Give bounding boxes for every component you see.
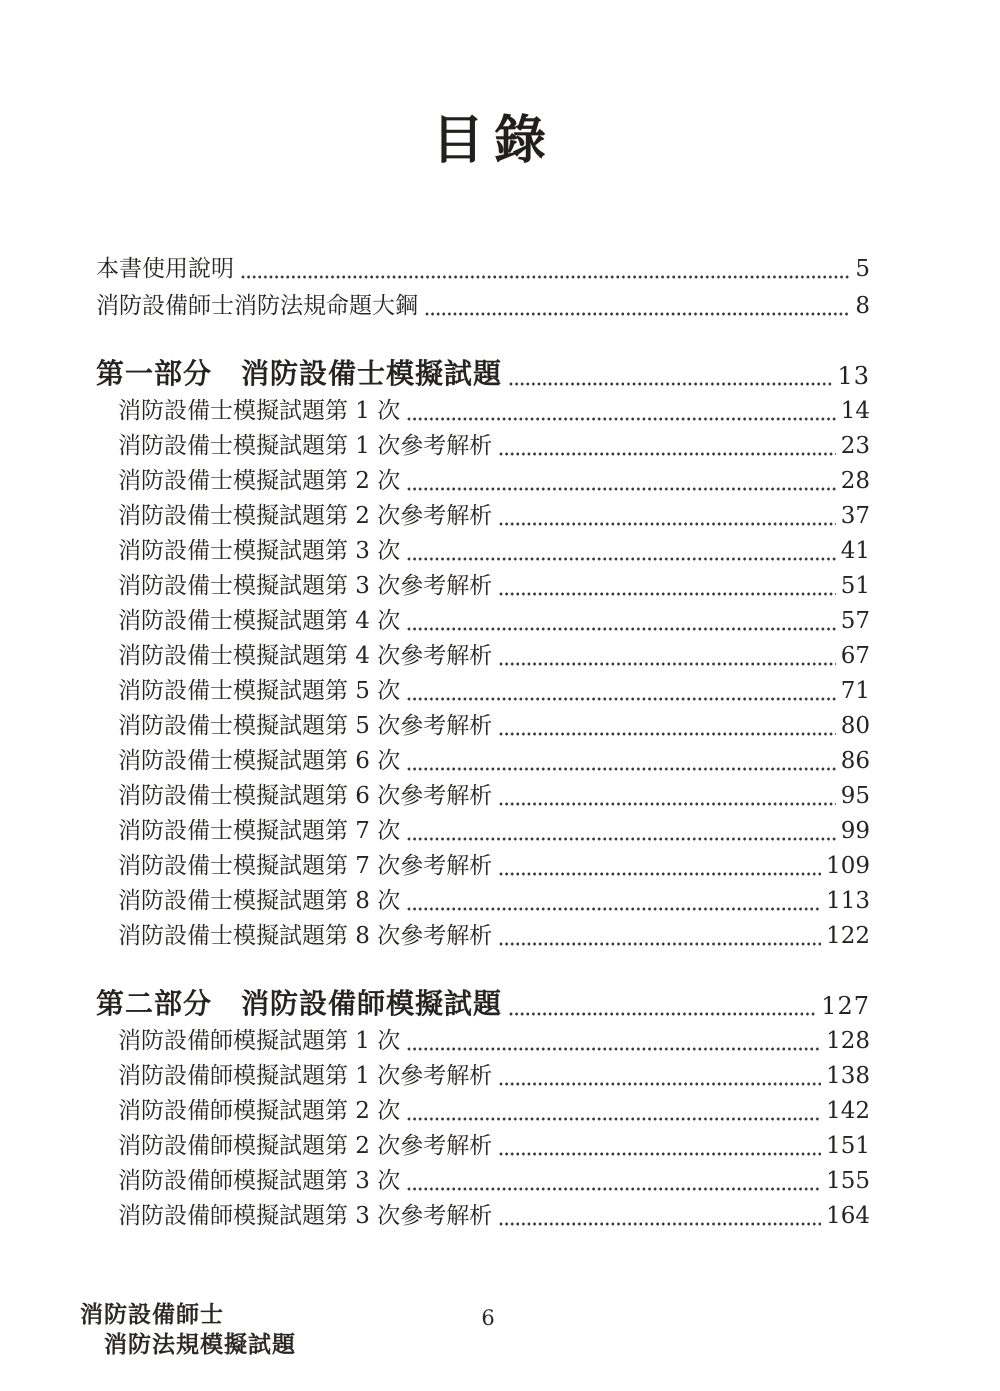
dot-leader (400, 774, 840, 775)
dot-leader (492, 1229, 826, 1230)
toc-entry-label: 消防設備士模擬試題第 3 次參考解析 (118, 573, 493, 599)
toc-entry (96, 1160, 870, 1195)
toc-entry (96, 425, 870, 460)
toc-entry-page-number: 80 (840, 713, 870, 739)
toc-entry (96, 495, 870, 530)
toc-entry-label: 消防設備士模擬試題第 7 次參考解析 (118, 853, 493, 879)
toc-entry-label: 消防設備士模擬試題第 3 次 (118, 538, 401, 564)
toc-entry-page-number: 99 (840, 818, 870, 844)
dot-leader (492, 949, 826, 950)
toc-entry-page-number: 164 (826, 1203, 870, 1229)
dot-leader (400, 914, 826, 915)
toc-entry-page-number: 14 (840, 398, 870, 424)
toc-entry-label: 消防設備師模擬試題第 2 次參考解析 (118, 1133, 493, 1159)
toc-entry-page-number: 95 (840, 783, 870, 809)
toc-entry-page-number: 57 (840, 608, 870, 634)
dot-leader (400, 704, 840, 705)
toc-entry-label: 本書使用說明 (96, 256, 234, 282)
toc-section-header (96, 348, 870, 390)
toc-entry-label: 消防設備士模擬試題第 4 次參考解析 (118, 643, 493, 669)
toc-entry (96, 635, 870, 670)
toc-entry (96, 670, 870, 705)
toc-entry (96, 915, 870, 950)
dot-leader (400, 844, 840, 845)
toc-entry (96, 1090, 870, 1125)
dot-leader (492, 1089, 826, 1090)
toc-section-header-page-number: 13 (837, 362, 870, 390)
dot-leader (400, 1194, 826, 1195)
toc-entry (96, 530, 870, 565)
toc-entry-label: 消防設備師模擬試題第 1 次參考解析 (118, 1063, 493, 1089)
toc-section-header (96, 978, 870, 1020)
dot-leader (400, 1124, 826, 1125)
toc-entry-label: 消防設備師模擬試題第 3 次參考解析 (118, 1203, 493, 1229)
toc-entry-label: 消防設備師模擬試題第 2 次 (118, 1098, 401, 1124)
dot-leader (492, 459, 840, 460)
toc-entry-page-number: 142 (826, 1098, 870, 1124)
toc-entry-label: 消防設備師士消防法規命題大鋼 (96, 293, 418, 319)
dot-leader (418, 319, 855, 320)
toc-entry (96, 600, 870, 635)
footer-book-title: 消防法規模擬試題 (104, 1331, 296, 1358)
toc-entry (96, 775, 870, 810)
dot-leader (400, 634, 840, 635)
toc-entry (96, 460, 870, 495)
toc-entry-page-number: 23 (840, 433, 870, 459)
toc-entry (96, 705, 870, 740)
toc-entry-label: 消防設備士模擬試題第 1 次參考解析 (118, 433, 493, 459)
toc-entry-page-number: 5 (855, 256, 870, 282)
dot-leader (400, 564, 840, 565)
toc-entry-label: 消防設備師模擬試題第 3 次 (118, 1168, 401, 1194)
toc-entry-page-number: 86 (840, 748, 870, 774)
toc-entry-page-number: 155 (826, 1168, 870, 1194)
toc-entry-label: 消防設備士模擬試題第 5 次 (118, 678, 401, 704)
toc-entry (96, 390, 870, 425)
dot-leader (400, 494, 840, 495)
toc-section-header-label: 第二部分 消防設備師模擬試題 (96, 987, 503, 1020)
toc-entry (96, 845, 870, 880)
dot-leader (400, 424, 840, 425)
toc-entry-page-number: 8 (855, 293, 870, 319)
toc-entry-label: 消防設備士模擬試題第 8 次 (118, 888, 401, 914)
dot-leader (234, 282, 855, 283)
toc-entry (96, 283, 870, 320)
toc-entry-page-number: 151 (826, 1133, 870, 1159)
toc-entry (96, 1055, 870, 1090)
toc-entry-label: 消防設備士模擬試題第 4 次 (118, 608, 401, 634)
toc-entry (96, 1020, 870, 1055)
toc-entry-page-number: 67 (840, 643, 870, 669)
toc-entry-page-number: 128 (826, 1028, 870, 1054)
toc-entry-page-number: 41 (840, 538, 870, 564)
dot-leader (492, 599, 840, 600)
toc-entry (96, 565, 870, 600)
toc-entry (96, 1125, 870, 1160)
toc-entry-label: 消防設備士模擬試題第 8 次參考解析 (118, 923, 493, 949)
toc-entry-page-number: 37 (840, 503, 870, 529)
toc-entry-label: 消防設備士模擬試題第 5 次參考解析 (118, 713, 493, 739)
toc (96, 246, 870, 1230)
dot-leader (492, 739, 840, 740)
dot-leader (492, 809, 840, 810)
footer-book-series: 消防設備師士 (80, 1301, 224, 1328)
page-title: 目錄 (431, 110, 556, 171)
toc-entry-label: 消防設備士模擬試題第 2 次參考解析 (118, 503, 493, 529)
toc-entry-label: 消防設備士模擬試題第 1 次 (118, 398, 401, 424)
toc-entry (96, 880, 870, 915)
page-number: 6 (481, 1306, 495, 1330)
toc-entry-page-number: 113 (826, 888, 870, 914)
toc-entry (96, 740, 870, 775)
dot-leader (492, 1159, 826, 1160)
dot-leader (502, 389, 837, 390)
toc-entry-page-number: 71 (840, 678, 870, 704)
toc-entry-page-number: 109 (826, 853, 870, 879)
toc-entry-label: 消防設備士模擬試題第 7 次 (118, 818, 401, 844)
dot-leader (492, 529, 840, 530)
toc-front-block (96, 246, 870, 320)
toc-entry-page-number: 28 (840, 468, 870, 494)
toc-sections (96, 348, 870, 1230)
toc-entry-label: 消防設備師模擬試題第 1 次 (118, 1028, 401, 1054)
toc-section-header-page-number: 127 (821, 992, 870, 1020)
toc-entry-page-number: 51 (840, 573, 870, 599)
dot-leader (400, 1054, 826, 1055)
dot-leader (492, 669, 840, 670)
toc-entry-page-number: 138 (826, 1063, 870, 1089)
toc-entry-label: 消防設備士模擬試題第 2 次 (118, 468, 401, 494)
toc-section-header-label: 第一部分 消防設備士模擬試題 (96, 357, 503, 390)
dot-leader (502, 1019, 821, 1020)
toc-entry (96, 1195, 870, 1230)
toc-entry-label: 消防設備士模擬試題第 6 次參考解析 (118, 783, 493, 809)
toc-entry-page-number: 122 (826, 923, 870, 949)
toc-entry (96, 246, 870, 283)
dot-leader (492, 879, 826, 880)
toc-entry (96, 810, 870, 845)
toc-entry-label: 消防設備士模擬試題第 6 次 (118, 748, 401, 774)
